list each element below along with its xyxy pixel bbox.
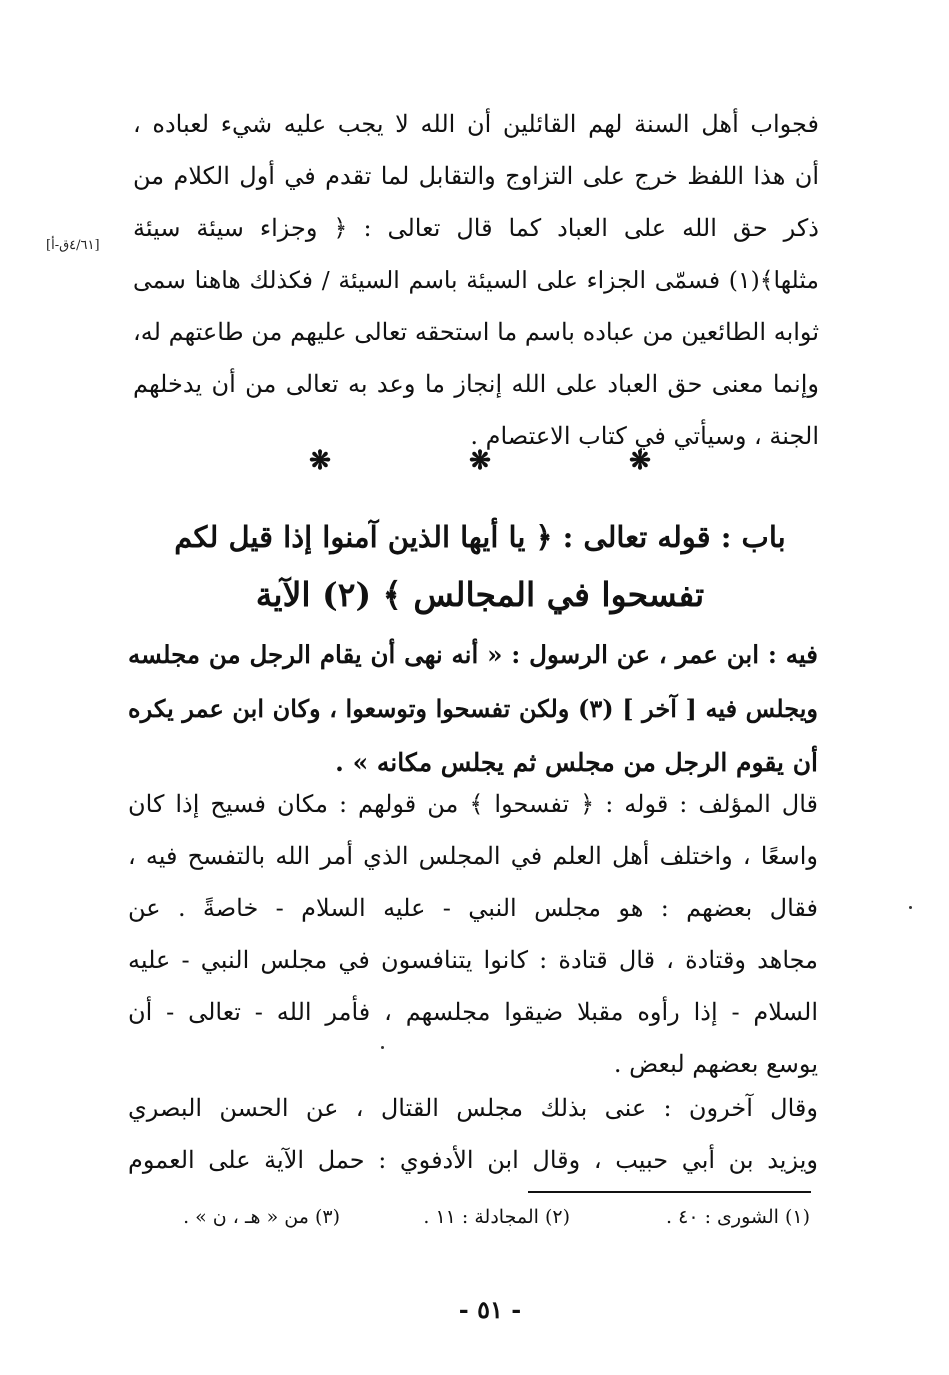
text-line: فقال بعضهم : هو مجلس النبي - عليه السلام - خاصةً . عن — [128, 894, 818, 922]
paragraph-commentary — [128, 778, 818, 1090]
heading-line: تفسحوا في المجالس ﴾ (٢) الآية — [255, 575, 705, 614]
hadith-text — [128, 628, 818, 790]
star-ornament: ❋ — [629, 446, 651, 476]
text-line: ثوابه الطائعين من عباده باسم ما استحقه تعالى عليهم من طاعتهم له، — [133, 318, 819, 346]
chapter-heading — [170, 508, 790, 624]
text-line: الجنة ، وسيأتي في كتاب الاعتصام . — [470, 422, 819, 450]
text-line: أن هذا اللفظ خرج على التزاوج والتقابل لما تقدم في أول الكلام من — [133, 162, 819, 190]
paragraph-opinions — [128, 1082, 818, 1186]
text-line: يوسع بعضهم لبعض . — [613, 1050, 818, 1078]
text-line: ذكر حق الله على العباد كما قال تعالى : ﴿ وجزاء سيئة سيئة — [133, 214, 819, 242]
star-ornament: ❋ — [469, 446, 491, 476]
text-line: السلام - إذا رأوه مقبلا ضيقوا مجلسهم ، فأمر الله - تعالى - أن — [128, 998, 818, 1026]
text-line: مجاهد وقتادة ، قال قتادة : كانوا يتنافسون في مجلس النبي - عليه — [128, 946, 818, 974]
paragraph-intro — [133, 98, 819, 462]
footnote-1: (١) الشورى : ٤٠ . — [666, 1206, 810, 1228]
footnote-2: (٢) المجادلة : ١١ . — [423, 1206, 570, 1228]
section-separator — [300, 446, 660, 486]
text-line: مثلها﴾(١) فسمّى الجزاء على السيئة باسم السيئة / فكذلك هاهنا سمى — [133, 266, 819, 294]
text-line: قال المؤلف : قوله : ﴿ تفسحوا ﴾ من قولهم : مكان فسيح إذا كان — [128, 790, 818, 818]
star-ornament: ❋ — [309, 446, 331, 476]
text-line: ويزيد بن أبي حبيب ، وقال ابن الأدفوي : حمل الآية على العموم — [128, 1146, 818, 1174]
footnotes — [140, 1206, 810, 1246]
text-line: ويجلس فيه [ آخر ] (٣) ولكن تفسحوا وتوسعوا ، وكان ابن عمر يكره — [128, 694, 818, 723]
text-line: وقال آخرون : عنى بذلك مجلس القتال ، عن الحسن البصري — [128, 1094, 818, 1122]
manuscript-folio-note: [٤/٦١ق-أ] — [46, 238, 100, 253]
text-line: فيه : ابن عمر ، عن الرسول : « أنه نهى أن يقام الرجل من مجلسه — [128, 640, 818, 669]
footnote-3: (٣) من « هـ ، ن » . — [183, 1206, 340, 1228]
scan-speck — [381, 1046, 384, 1049]
text-line: فجواب أهل السنة لهم القائلين أن الله لا يجب عليه شيء لعباده ، — [133, 110, 819, 138]
footnote-divider — [528, 1191, 811, 1193]
text-line: أن يقوم الرجل من مجلس ثم يجلس مكانه » . — [335, 748, 818, 777]
text-line: وإنما معنى حق العباد على الله إنجاز ما وعد به تعالى من أن يدخلهم — [133, 370, 819, 398]
text-line: واسعًا ، واختلف أهل العلم في المجلس الذي أمر الله بالتفسح فيه ، — [128, 842, 818, 870]
heading-line: باب : قوله تعالى : ﴿ يا أيها الذين آمنوا إذا قيل لكم — [174, 520, 786, 554]
page-number: - ٥١ - — [458, 1295, 522, 1324]
scan-speck — [909, 906, 912, 909]
